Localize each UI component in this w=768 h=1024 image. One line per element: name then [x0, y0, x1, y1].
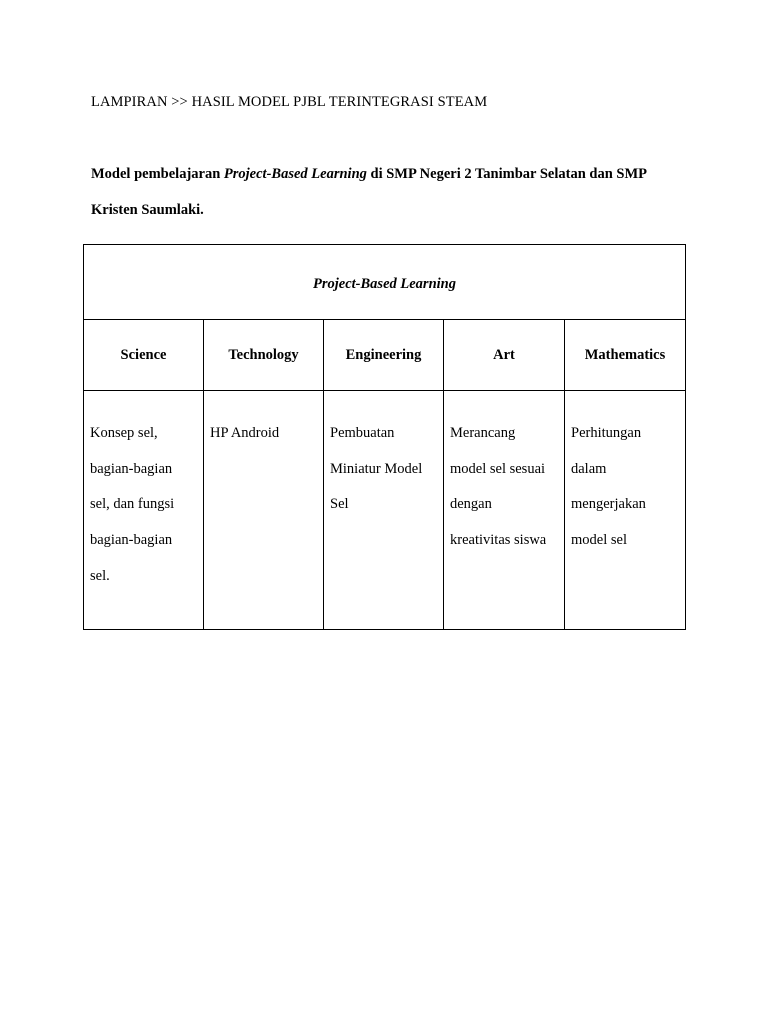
cell-line: sel, dan fungsi [90, 496, 175, 513]
caption-lead: Model pembelajaran [91, 166, 224, 182]
cell-line: dalam [571, 460, 607, 477]
steam-table [83, 244, 686, 630]
cell-science [84, 391, 204, 630]
cell-technology [204, 391, 324, 630]
header-lampiran: LAMPIRAN [91, 94, 168, 110]
caption-line-1 [91, 156, 691, 192]
cell-line: model sel sesuai [450, 460, 546, 477]
page-header [91, 94, 487, 111]
cell-mathematics [565, 391, 686, 630]
table-caption [91, 156, 691, 228]
caption-emphasis: Project-Based Learning [223, 166, 367, 182]
table-header-row [84, 320, 686, 391]
table-title-row [84, 245, 686, 320]
header-engineering: Engineering [324, 320, 444, 391]
cell-line: mengerjakan [571, 496, 646, 513]
table-row [84, 391, 686, 630]
cell-line: Sel [330, 496, 349, 513]
cell-line: Merancang [450, 425, 516, 441]
cell-engineering [324, 391, 444, 630]
cell-line: sel. [90, 567, 110, 584]
header-science: Science [84, 320, 204, 391]
cell-line: Konsep sel, [90, 425, 158, 441]
cell-line: Perhitungan [571, 425, 642, 441]
caption-rest: di SMP Negeri 2 Tanimbar Selatan dan SMP [366, 166, 647, 182]
cell-line: bagian-bagian [90, 532, 173, 549]
cell-line: HP Android [210, 425, 280, 441]
cell-line: Miniatur Model [330, 460, 423, 477]
cell-line: bagian-bagian [90, 460, 173, 477]
table-title: Project-Based Learning [84, 245, 686, 320]
header-title: HASIL MODEL PJBL TERINTEGRASI STEAM [191, 94, 488, 110]
cell-line: model sel [571, 532, 627, 549]
header-separator: >> [171, 94, 188, 110]
caption-line-2: Kristen Saumlaki. [91, 202, 204, 218]
header-art: Art [444, 320, 565, 391]
header-technology: Technology [204, 320, 324, 391]
cell-art [444, 391, 565, 630]
header-mathematics: Mathematics [565, 320, 686, 391]
cell-line: dengan [450, 496, 492, 513]
cell-line: Pembuatan [330, 425, 395, 441]
cell-line: kreativitas siswa [450, 532, 547, 549]
